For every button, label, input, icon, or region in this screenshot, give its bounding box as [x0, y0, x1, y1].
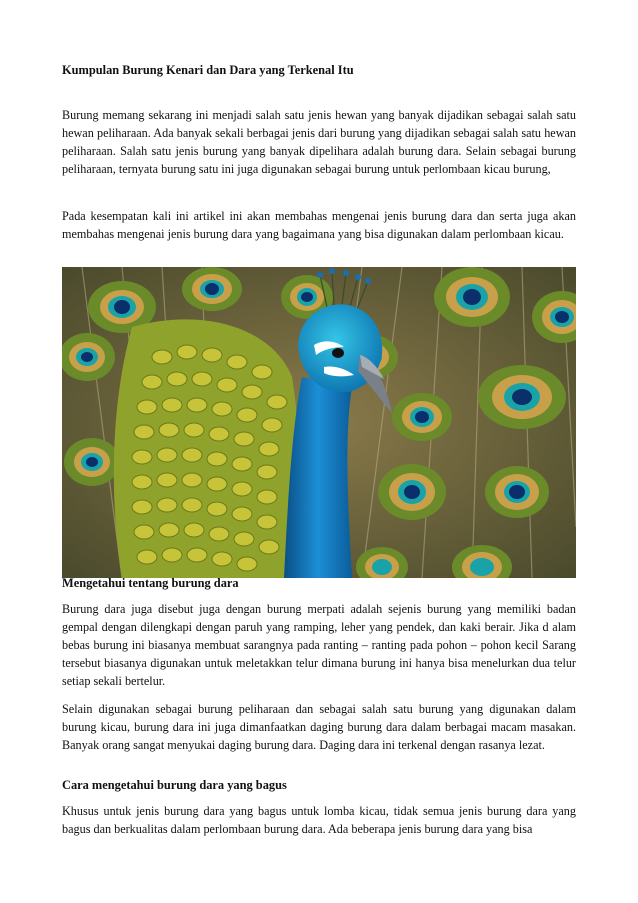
section2-paragraph-1: Khusus untuk jenis burung dara yang bagus untuk lomba kicau, tidak semua jenis burung dara yang bagus dan berkualitas dalam perlombaan burung dara. Ada beberapa jenis burung dara yang bisa	[62, 804, 576, 836]
intro-paragraph-1: Burung memang sekarang ini menjadi salah satu jenis hewan yang banyak dijadikan sebagai salah satu hewan peliharaan. Ada banyak sekali berbagai jenis dari burung yang dijadikan sebagai salah satu hewan peliharaan. Salah satu jenis burung yang banyak dipelihara adalah burung dara. Selain sebagai burung peliharaan, ternyata burung satu ini juga digunakan sebagai burung untuk perlombaan kicau burung,	[62, 108, 576, 176]
section1-paragraph-1: Burung dara juga disebut juga dengan burung merpati adalah sejenis burung yang memiliki badan gempal dengan dilengkapi dengan paruh yang ramping, leher yang pendek, dan kaki berair. Jika d alam bebas burung ini biasanya membuat sarangnya pada ranting – ranting pada pohon – pohon kecil Sarang tersebut biasanya digunakan untuk meletakkan telur dimana burung ini hanya bisa menelurkan dua telur setiap sekali bertelur.	[62, 602, 576, 688]
peacock-photo	[62, 267, 576, 578]
section-heading-how-to: Cara mengetahui burung dara yang bagus	[62, 778, 287, 792]
section-heading-about: Mengetahui tentang burung dara	[62, 576, 239, 590]
document-title: Kumpulan Burung Kenari dan Dara yang Terkenal Itu	[62, 63, 354, 77]
intro-paragraph-2: Pada kesempatan kali ini artikel ini akan membahas mengenai jenis burung dara dan serta juga akan membahas mengenai jenis burung dara yang bagaimana yang bisa digunakan dalam perlombaan kicau.	[62, 209, 576, 241]
section1-paragraph-2: Selain digunakan sebagai burung peliharaan dan sebagai salah satu burung yang digunakan dalam burung kicau, burung dara ini juga dimanfaatkan daging burung dara dalam berbagai macam masakan. Banyak orang sangat menyukai daging burung dara. Daging dara ini terkenal dengan rasanya lezat.	[62, 702, 576, 752]
